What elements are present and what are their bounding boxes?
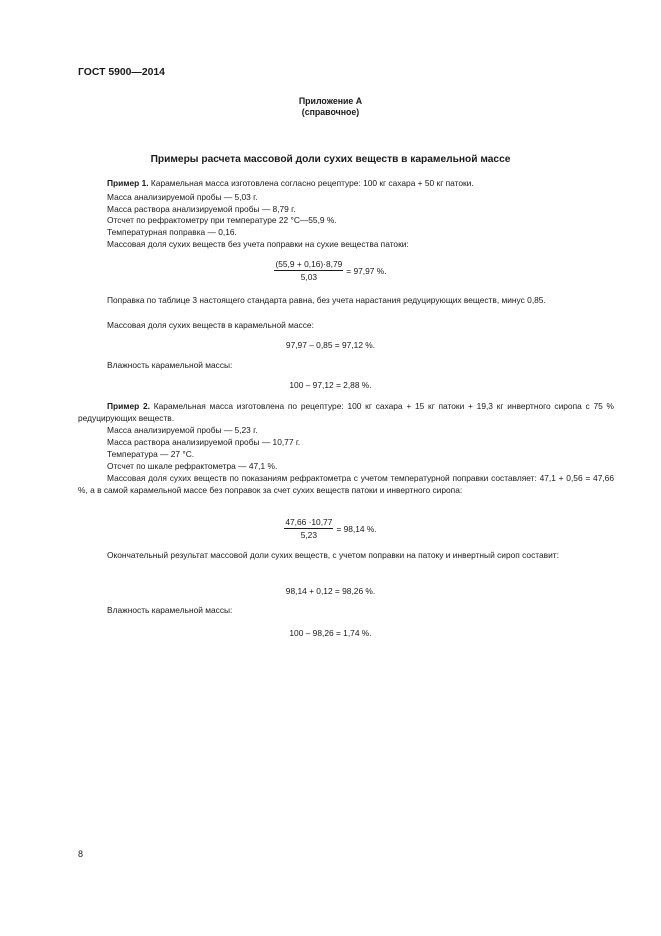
fraction-denominator: 5,23 <box>300 530 317 540</box>
fraction-numerator: 47,66 ·10,77 <box>285 517 333 527</box>
formula-result: = 97,97 %. <box>346 265 387 276</box>
appendix-subtitle: (справочное) <box>301 107 360 117</box>
example2-intro-text: Карамельная масса изготовлена по рецептуре: 100 кг сахара + 15 кг патоки + 19,3 кг инвертного сиропа с 75 % редуцирующих веществ. <box>78 401 614 423</box>
example2-solution-mass: Масса раствора анализируемой пробы — 10,77 г. <box>107 437 301 447</box>
example2-moisture-label: Влажность карамельной массы: <box>107 605 233 615</box>
example1-correction-text: Поправка по таблице 3 настоящего стандарта равна, без учета нарастания редуцирующих веществ, минус 0,85. <box>107 295 546 305</box>
example1-formula-3: 100 – 97,12 = 2,88 %. <box>289 380 372 390</box>
example1-moisture-label: Влажность карамельной массы: <box>107 360 233 370</box>
example1-formula-2: 97,97 – 0,85 = 97,12 %. <box>285 340 376 350</box>
example2-refractometer-reading: Отсчет по шкале рефрактометра — 47,1 %. <box>107 461 278 471</box>
fraction <box>284 517 333 540</box>
example1-formula-1 <box>0 259 661 282</box>
example1-temperature-correction: Температурная поправка — 0,16. <box>107 227 237 237</box>
example1-sample-mass: Масса анализируемой пробы — 5,03 г. <box>107 192 258 202</box>
example1-intro <box>78 178 614 190</box>
fraction <box>274 259 343 282</box>
example1-intro-text: Карамельная масса изготовлена согласно рецептуре: 100 кг сахара + 50 кг патоки. <box>148 178 474 188</box>
example2-intro <box>78 401 614 425</box>
example1-mass-fraction-label: Массовая доля сухих веществ в карамельной массе: <box>107 320 314 330</box>
document-header: ГОСТ 5900—2014 <box>78 67 165 78</box>
example1-refractometer-reading: Отсчет по рефрактометру при температуре 22 °С—55,9 %. <box>107 215 337 225</box>
example2-formula-1 <box>0 517 661 540</box>
example2-lead: Пример 2. <box>107 401 150 411</box>
example1-mass-fraction-text: Массовая доля сухих веществ без учета поправки на сухие вещества патоки: <box>107 239 409 249</box>
page-number: 8 <box>78 849 84 859</box>
example2-sample-mass: Масса анализируемой пробы — 5,23 г. <box>107 425 258 435</box>
example2-temperature: Температура — 27 °С. <box>107 449 195 459</box>
fraction-numerator: (55,9 + 0,16)·8,79 <box>275 259 343 269</box>
section-title: Примеры расчета массовой доли сухих веществ в карамельной массе <box>150 154 511 165</box>
example2-formula-3: 100 – 98,26 = 1,74 %. <box>289 628 372 638</box>
example2-formula-2: 98,14 + 0,12 = 98,26 %. <box>285 586 376 596</box>
example2-final-text: Окончательный результат массовой доли сухих веществ, с учетом поправки на патоку и инвертный сироп составит: <box>107 550 559 560</box>
example1-solution-mass: Масса раствора анализируемой пробы — 8,79 г. <box>107 204 296 214</box>
fraction-denominator: 5,03 <box>300 272 318 282</box>
formula-result: = 98,14 %. <box>336 523 377 534</box>
example2-mass-fraction-text: Массовая доля сухих веществ по показаниям рефрактометра с учетом температурной поправки составляет: 47,1 + 0,56 = 47,66 %, а в самой карамельной массе без поправок за счет сухих веществ патоки и инвертного сиропа: <box>78 473 614 495</box>
example1-lead: Пример 1. <box>107 178 149 188</box>
appendix-title: Приложение А <box>298 96 363 106</box>
